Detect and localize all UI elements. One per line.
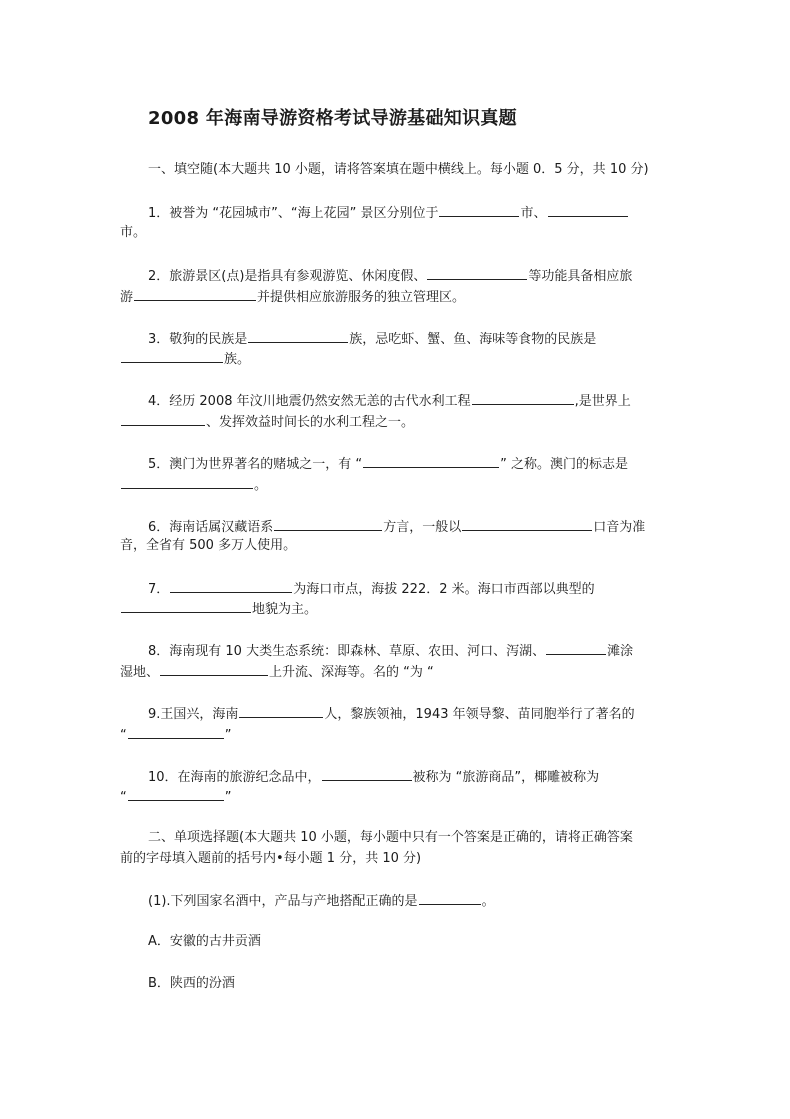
section2-heading-cont: 前的字母填入题前的括号内•每小题 1 分，共 10 分) <box>120 851 422 866</box>
answer-blank[interactable] <box>419 890 481 905</box>
answer-blank[interactable] <box>274 516 382 531</box>
answer-blank[interactable] <box>121 411 205 426</box>
answer-blank[interactable] <box>427 265 527 280</box>
question-1-line1: 1．被誉为 “花园城市”、“海上花园” 景区分别位于 市、 <box>148 202 629 224</box>
question-3-line2: 族。 <box>120 348 250 370</box>
question-7-line2: 地貌为主。 <box>120 598 317 620</box>
answer-blank[interactable] <box>363 453 499 468</box>
answer-blank[interactable] <box>128 786 224 801</box>
answer-blank[interactable] <box>170 578 292 593</box>
answer-blank[interactable] <box>248 328 348 343</box>
question-3-line1: 3．敬狗的民族是 族，忌吃虾、蟹、鱼、海味等食物的民族是 <box>148 328 596 350</box>
question-10-line2: “ ” <box>120 786 232 808</box>
answer-blank[interactable] <box>546 640 606 655</box>
answer-blank[interactable] <box>548 202 628 217</box>
question-4-line2: 、发挥效益时间长的水利工程之一。 <box>120 411 414 433</box>
question-5-line1: 5．澳门为世界著名的赌城之一，有 “ ” 之称。澳门的标志是 <box>148 453 628 475</box>
answer-blank[interactable] <box>121 474 253 489</box>
answer-blank[interactable] <box>462 516 592 531</box>
question-8-line2: 湿地、 上升流、深海等。名的 “为 “ <box>120 661 434 683</box>
question-6-line2: 音，全省有 500 多万人使用。 <box>120 538 297 553</box>
document-title: 2008 年海南导游资格考试导游基础知识真题 <box>148 108 517 129</box>
answer-blank[interactable] <box>239 703 323 718</box>
section2-heading: 二、单项选择题(本大题共 10 小题，每小题中只有一个答案是正确的，请将正确答案 <box>148 830 633 845</box>
question-4-line1: 4．经历 2008 年汶川地震仍然安然无恙的古代水利工程 ,是世界上 <box>148 390 631 412</box>
answer-blank[interactable] <box>472 390 574 405</box>
question-8-line1: 8．海南现有 10 大类生态系统：即森林、草原、农田、河口、泻湖、 滩涂 <box>148 640 633 662</box>
answer-blank[interactable] <box>322 766 412 781</box>
answer-blank[interactable] <box>134 286 256 301</box>
mc-option-b: B．陕西的汾酒 <box>148 976 235 991</box>
question-2-line1: 2．旅游景区(点)是指具有参观游览、休闲度假、 等功能具备相应旅 <box>148 265 632 287</box>
question-10-line1: 10．在海南的旅游纪念品中， 被称为 “旅游商品”，椰雕被称为 <box>148 766 599 788</box>
question-9-line1: 9.王国兴，海南 人，黎族领袖，1943 年领导黎、苗同胞举行了著名的 <box>148 703 635 725</box>
question-5-line2: 。 <box>120 474 267 496</box>
question-1-line2: 市。 <box>120 225 147 240</box>
question-6-line1: 6．海南话属汉藏语系 方言，一般以 口音为准 <box>148 516 645 538</box>
section1-heading: 一、填空随(本大题共 10 小题，请将答案填在题中横线上。每小题 0．5 分，共 10 分) <box>148 162 649 177</box>
question-2-line2: 游 并提供相应旅游服务的独立管理区。 <box>120 286 465 308</box>
answer-blank[interactable] <box>121 348 223 363</box>
answer-blank[interactable] <box>160 661 268 676</box>
mc-question-1: (1).下列国家名酒中，产品与产地搭配正确的是 。 <box>148 890 495 912</box>
answer-blank[interactable] <box>121 598 251 613</box>
answer-blank[interactable] <box>128 724 224 739</box>
question-7-line1: 7． 为海口市点，海拔 222．2 米。海口市西部以典型的 <box>148 578 595 600</box>
question-9-line2: “ ” <box>120 724 232 746</box>
mc-option-a: A．安徽的古井贡酒 <box>148 934 261 949</box>
answer-blank[interactable] <box>439 202 519 217</box>
